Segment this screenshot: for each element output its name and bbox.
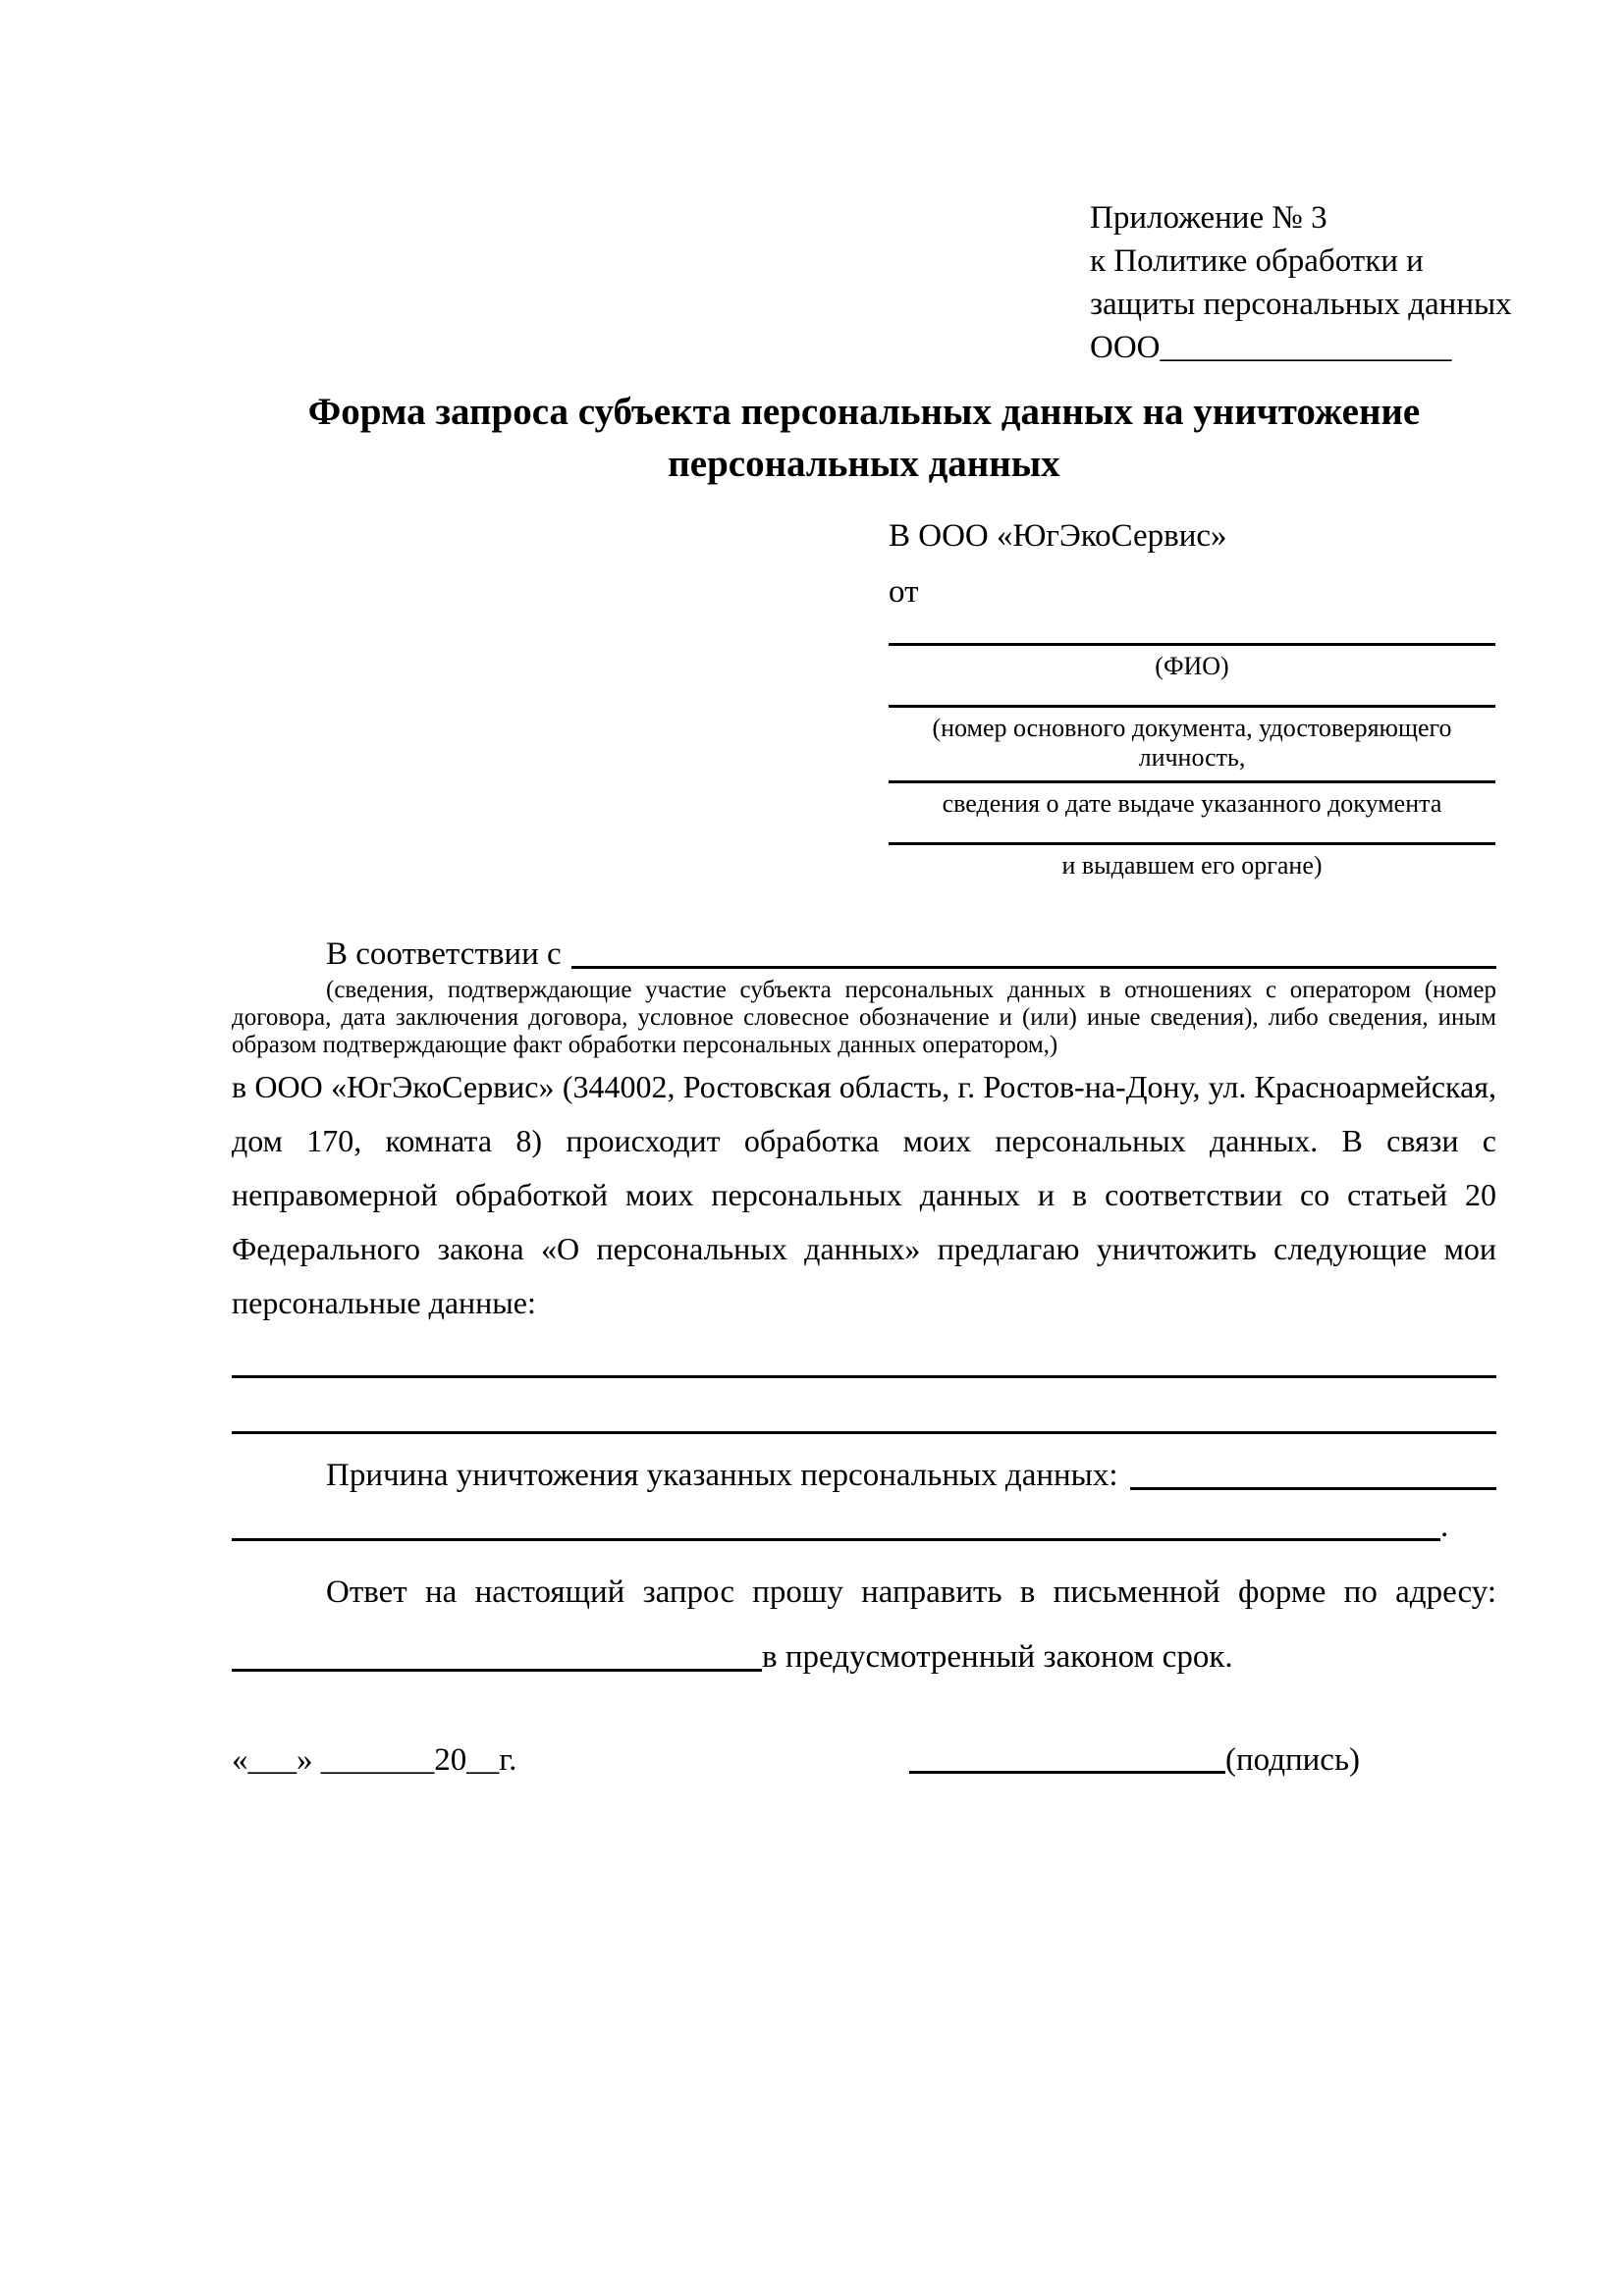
annex-note: [1090, 196, 1512, 369]
signature-area: [909, 1742, 1496, 1779]
page-title: Форма запроса субъекта персональных данных на уничтожение персональных данных: [307, 391, 1421, 485]
body-paragraph: в ООО «ЮгЭкоСервис» (344002, Ростовская область, г. Ростов-на-Дону, ул. Красноармейская, дом 170, комната 8) происходит обработка моих персональных данных. В связи с неправомерной обработкой моих персональных данных и в соответствии со статьей 20 Федерального закона «О персональных данных» предлагаю уничтожить следующие мои персональные данные:: [232, 1069, 1496, 1320]
annex-note-line-2: к Политике обработки и: [1090, 243, 1424, 279]
doc-issuer-caption: и выдавшем его органе): [1061, 851, 1323, 880]
doc-number-blank-line: [889, 705, 1495, 708]
answer-tail-row: [232, 1637, 1496, 1677]
personal-data-blank-line-1: [232, 1375, 1496, 1378]
address-blank-line: [232, 1637, 762, 1672]
doc-issuer-blank-line: [889, 842, 1495, 845]
accordance-lead: В соответствии с: [326, 936, 562, 972]
reason-blank-line: [1130, 1456, 1496, 1490]
answer-tail-text: в предусмотренный законом срок.: [762, 1639, 1233, 1675]
fio-caption: (ФИО): [1155, 652, 1229, 680]
reason-line-terminator: .: [1440, 1509, 1449, 1544]
signature-blank-line: [909, 1742, 1225, 1774]
answer-paragraph: Ответ на настоящий запрос прошу направить в письменной форме по адресу:: [326, 1575, 1496, 1610]
personal-data-blank-line-2: [232, 1431, 1496, 1434]
reason-label: Причина уничтожения указанных персональных данных:: [326, 1458, 1118, 1493]
accordance-fine-print: (сведения, подтверждающие участие субъекта персональных данных в отношениях с оператором (номер договора, дата заключения договора, условное словесное обозначение и (или) иные сведения), либо сведения, иным образом подтверждающие факт обработки персональных данных оператором,): [232, 977, 1496, 1058]
reason-blank-line-2: [232, 1507, 1440, 1541]
annex-note-line-3: защиты персональных данных: [1090, 287, 1512, 322]
fio-blank-line: [889, 643, 1495, 646]
accordance-blank-line: [571, 934, 1496, 969]
reason-row: [232, 1456, 1496, 1495]
annex-note-company-blank: ООО__________________: [1090, 330, 1452, 365]
doc-date-caption: сведения о дате выдаче указанного документа: [942, 789, 1442, 818]
reason-continuation-row: [232, 1507, 1496, 1546]
date-blank: «___» _______20__г.: [232, 1742, 517, 1778]
footer-row: [232, 1742, 1496, 1791]
signature-caption: (подпись): [1225, 1742, 1360, 1778]
doc-number-caption: (номер основного документа, удостоверяющего личность,: [932, 714, 1452, 772]
doc-date-blank-line: [889, 780, 1495, 783]
addressee-from-label: от: [889, 574, 919, 610]
accordance-row: [232, 934, 1496, 974]
annex-note-line-1: Приложение № 3: [1090, 200, 1327, 236]
addressee-to-line: В ООО «ЮгЭкоСервис»: [889, 518, 1227, 554]
